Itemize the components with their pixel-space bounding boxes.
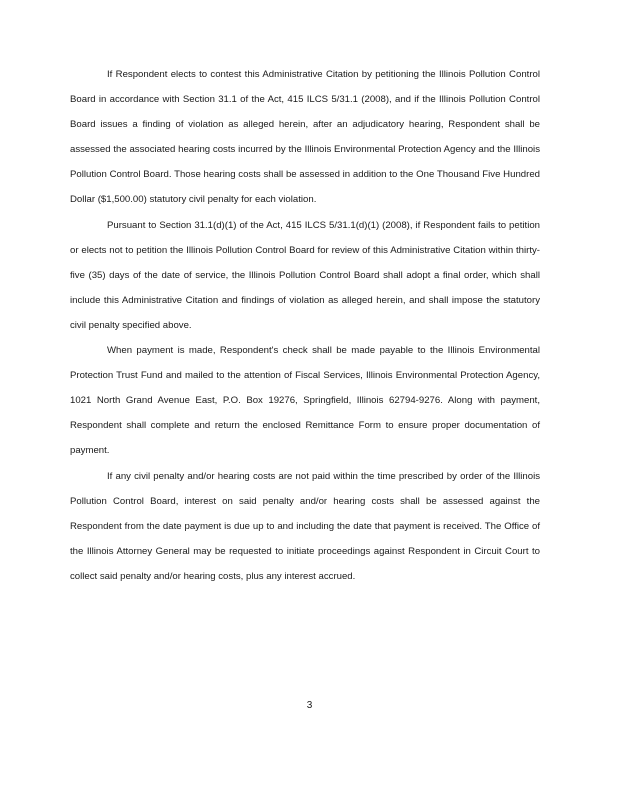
page-number: 3 — [306, 700, 313, 711]
paragraph-final-order: Pursuant to Section 31.1(d)(1) of the Act, 415 ILCS 5/31.1(d)(1) (2008), if Respondent fails to petition or elects not to petition the Illinois Pollution Control Board for review of this Administrative Citation within thirty-five (35) days of the date of service, the Illinois Pollution Control Board shall adopt a final order, which shall include this Administrative Citation and findings of violation as alleged herein, and shall impose the statutory civil penalty specified above. — [70, 219, 540, 331]
document-body — [70, 62, 540, 589]
paragraph-hearing-costs: If Respondent elects to contest this Administrative Citation by petitioning the Illinois Pollution Control Board in accordance with Section 31.1 of the Act, 415 ILCS 5/31.1 (2008), and if the Illinois Pollution Control Board issues a finding of violation as alleged herein, after an adjudicatory hearing, Respondent shall be assessed the associated hearing costs incurred by the Illinois Environmental Protection Agency and the Illinois Pollution Control Board. Those hearing costs shall be assessed in addition to the One Thousand Five Hundred Dollar ($1,500.00) statutory civil penalty for each violation. — [70, 69, 540, 206]
paragraph-interest: If any civil penalty and/or hearing costs are not paid within the time prescribed by order of the Illinois Pollution Control Board, interest on said penalty and/or hearing costs shall be assessed against the Respondent from the date payment is due up to and including the date that payment is received. The Office of the Illinois Attorney General may be requested to initiate proceedings against Respondent in Circuit Court to collect said penalty and/or hearing costs, plus any interest accrued. — [70, 470, 540, 582]
paragraph-payment: When payment is made, Respondent's check shall be made payable to the Illinois Environmental Protection Trust Fund and mailed to the attention of Fiscal Services, Illinois Environmental Protection Agency, 1021 North Grand Avenue East, P.O. Box 19276, Springfield, Illinois 62794-9276. Along with payment, Respondent shall complete and return the enclosed Remittance Form to ensure proper documentation of payment. — [70, 345, 540, 457]
